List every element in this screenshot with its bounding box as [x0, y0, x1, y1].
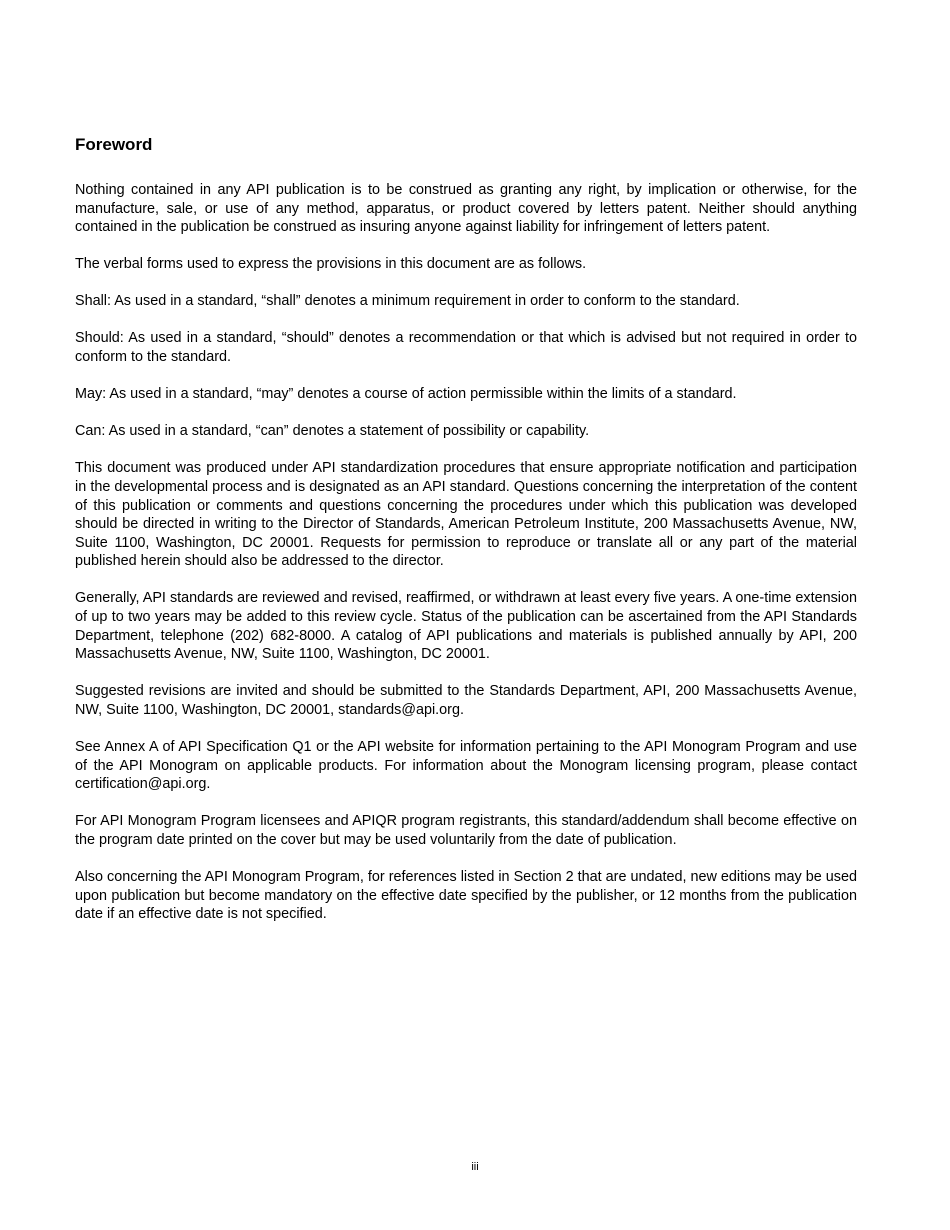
paragraph-monogram-info: See Annex A of API Specification Q1 or the API website for information pertaining to the API Monogram Program and use of the API Monogram on applicable products. For information about the Monogram licensing program, please contact certification@api.org.: [75, 738, 857, 793]
page-number: iii: [471, 1161, 479, 1173]
paragraph-undated-references: Also concerning the API Monogram Program, for references listed in Section 2 that are undated, new editions may be used upon publication but become mandatory on the effective date specified by the publisher, or 12 months from the publication date if an effective date is not specified.: [75, 868, 857, 923]
paragraph-should-definition: Should: As used in a standard, “should” denotes a recommendation or that which is advised but not required in order to conform to the standard.: [75, 330, 857, 366]
paragraph-may-definition: May: As used in a standard, “may” denotes a course of action permissible within the limits of a standard.: [75, 386, 737, 403]
paragraph-review-cycle: Generally, API standards are reviewed and revised, reaffirmed, or withdrawn at least every five years. A one-time extension of up to two years may be added to this review cycle. Status of the publication can be ascertained from the API Standards Department, telephone (202) 682-8000. A catalog of API publications and materials is published annually by API, 200 Massachusetts Avenue, NW, Suite 1100, Washington, DC 20001.: [75, 590, 857, 663]
paragraph-shall-definition: Shall: As used in a standard, “shall” denotes a minimum requirement in order to conform to the standard.: [75, 293, 740, 310]
paragraph-patent-disclaimer: Nothing contained in any API publication is to be construed as granting any right, by implication or otherwise, for the manufacture, sale, or use of any method, apparatus, or product covered by letters patent. Neither should anything contained in the publication be construed as insuring anyone against liability for infringement of letters patent.: [75, 182, 857, 236]
paragraph-verbal-forms-intro: The verbal forms used to express the provisions in this document are as follows.: [75, 256, 587, 273]
paragraph-monogram-effective: For API Monogram Program licensees and APIQR program registrants, this standard/addendum shall become effective on the program date printed on the cover but may be used voluntarily from the date of publication.: [75, 813, 857, 848]
page-title: Foreword: [75, 135, 153, 154]
paragraph-suggested-revisions: Suggested revisions are invited and should be submitted to the Standards Department, API, 200 Massachusetts Avenue, NW, Suite 1100, Washington, DC 20001, standards@api.org.: [75, 683, 857, 718]
foreword-body: [75, 181, 857, 942]
paragraph-can-definition: Can: As used in a standard, “can” denotes a statement of possibility or capability.: [75, 423, 590, 440]
paragraph-standardization-procedures: This document was produced under API standardization procedures that ensure appropriate notification and participation in the developmental process and is designated as an API standard. Questions concerning the interpretation of the content of this publication or comments and questions concerning the procedures under which this publication was developed should be directed in writing to the Director of Standards, American Petroleum Institute, 200 Massachusetts Avenue, NW, Suite 1100, Washington, DC 20001. Requests for permission to reproduce or translate all or any part of the material published herein should also be addressed to the director.: [75, 460, 857, 570]
